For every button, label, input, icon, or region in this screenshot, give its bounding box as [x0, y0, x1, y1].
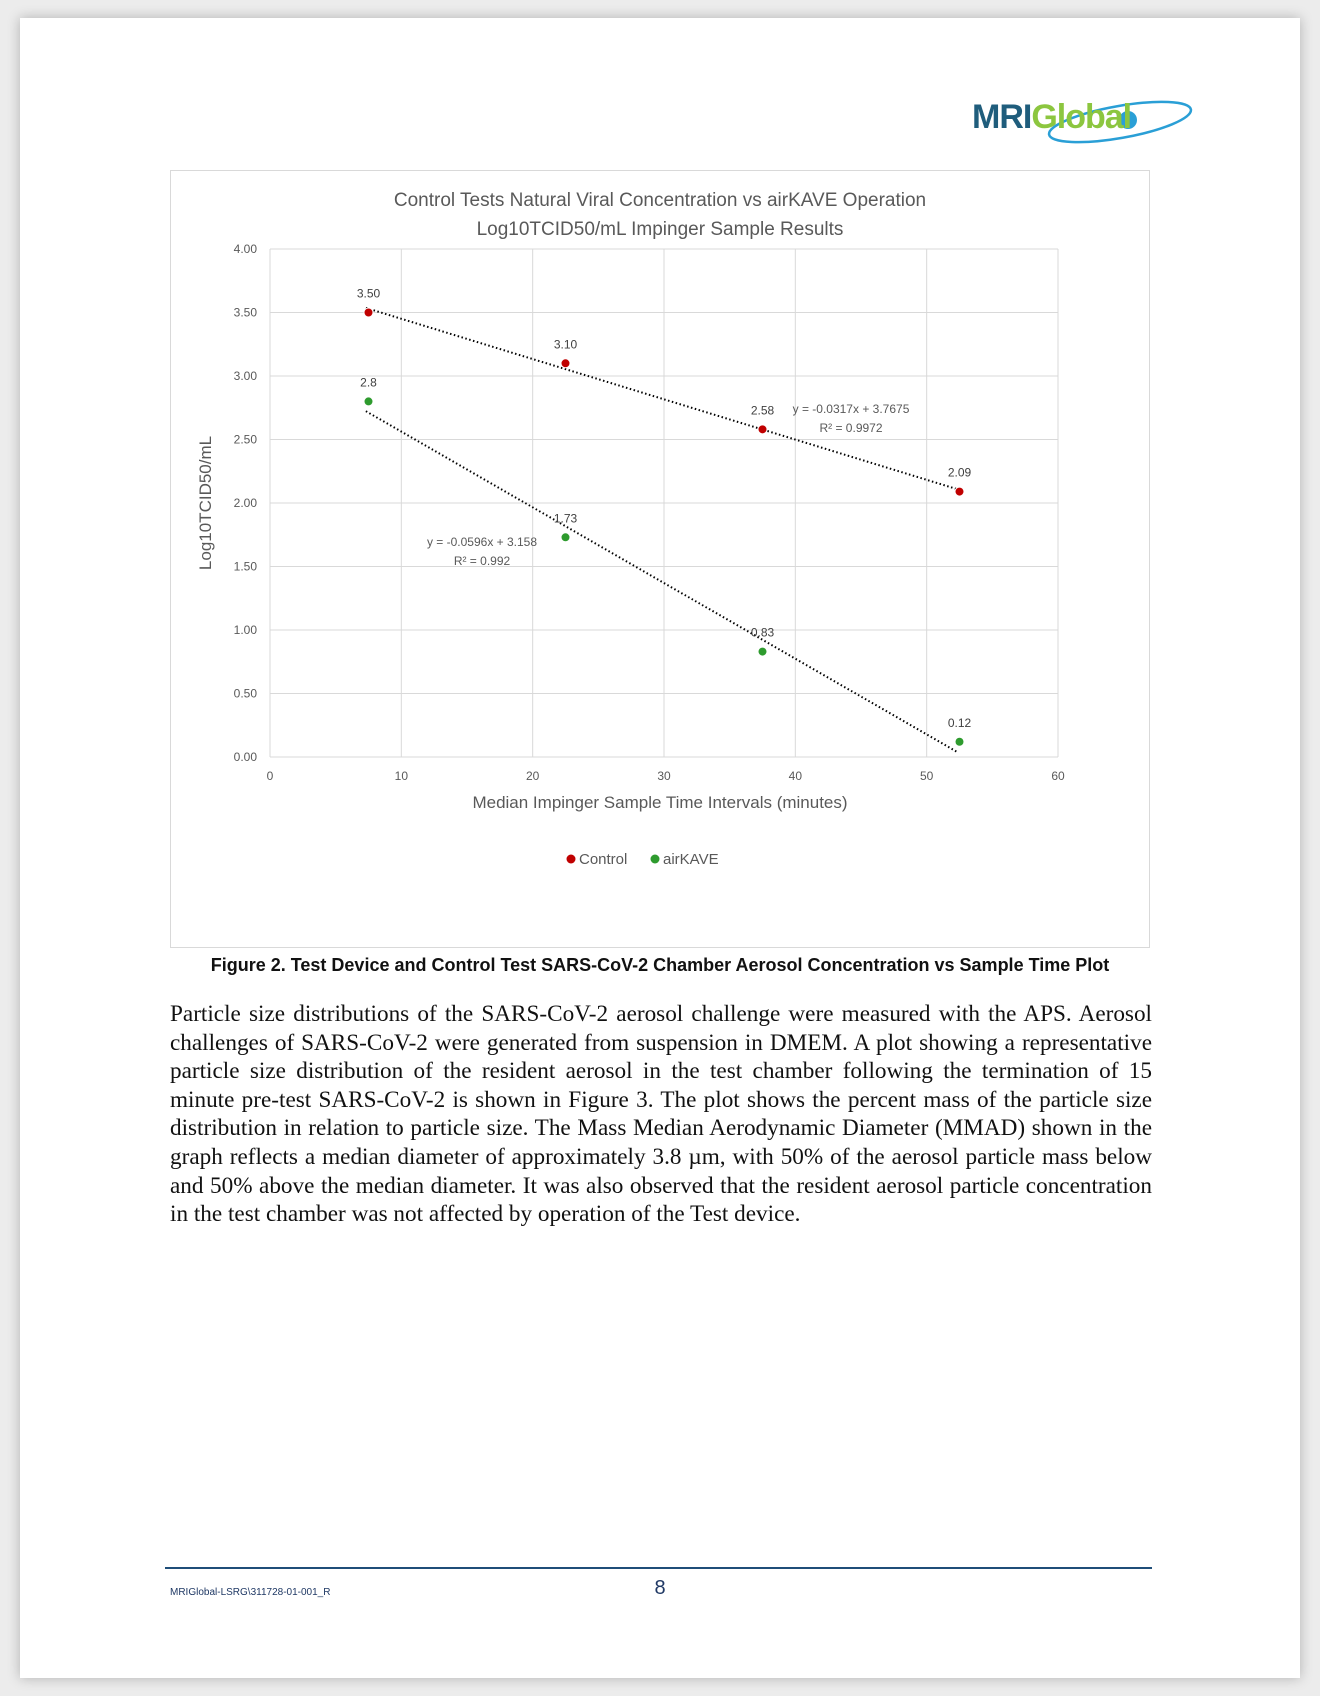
airkave-point — [561, 533, 570, 542]
chart-subtitle: Log10TCID50/mL Impinger Sample Results — [476, 219, 844, 240]
legend-airkave-label: airKAVE — [663, 851, 719, 868]
y-tick-label: 2.00 — [233, 496, 257, 510]
x-tick-label: 50 — [919, 769, 934, 783]
control-point — [758, 425, 767, 434]
airkave-data-label: 1.73 — [553, 511, 578, 526]
mriglobal-logo — [972, 92, 1212, 152]
figure-caption: Figure 2. Test Device and Control Test SARS-CoV-2 Chamber Aerosol Concentration vs Sample Time Plot — [210, 955, 1110, 975]
x-tick-label: 40 — [788, 769, 803, 783]
airkave-data-label: 0.83 — [750, 625, 775, 640]
control-point — [561, 359, 570, 368]
control-data-label: 2.58 — [750, 403, 775, 418]
x-tick-label: 30 — [657, 769, 671, 783]
y-tick-label: 3.50 — [233, 305, 257, 320]
y-tick-label: 1.50 — [233, 559, 257, 574]
airkave-point — [955, 737, 964, 746]
scatter-chart — [171, 171, 1149, 947]
logo-text: MRIGlobal — [972, 98, 1132, 136]
legend-control-label: Control — [579, 851, 628, 868]
x-tick-label: 10 — [394, 769, 409, 783]
y-tick-label: 2.50 — [233, 432, 257, 447]
control-point — [955, 487, 964, 496]
x-tick-label: 20 — [525, 769, 540, 783]
page-number: 8 — [654, 1577, 666, 1599]
airkave-point — [364, 397, 373, 406]
legend-airkave-marker — [651, 855, 660, 864]
trendline-airkave — [366, 411, 957, 752]
legend-control-marker — [567, 855, 576, 864]
footer-rule — [165, 1567, 1152, 1569]
control-trend-r2: R² = 0.9972 — [819, 421, 883, 435]
airkave-point — [758, 647, 767, 656]
trendline-control — [366, 308, 957, 489]
airkave-data-label: 2.8 — [360, 375, 377, 390]
control-data-label: 2.09 — [947, 465, 972, 480]
footer-doc-id: MRIGlobal-LSRG\311728-01-001_R — [170, 1587, 331, 1598]
y-axis-title: Log10TCID50/mL — [196, 435, 215, 571]
airkave-trend-equation: y = -0.0596x + 3.158 — [426, 535, 538, 549]
y-tick-label: 0.50 — [233, 686, 257, 701]
y-tick-label: 3.00 — [233, 369, 257, 383]
y-tick-label: 4.00 — [233, 242, 257, 256]
x-tick-label: 60 — [1051, 769, 1065, 783]
airkave-trend-r2: R² = 0.992 — [453, 554, 511, 568]
x-axis-title: Median Impinger Sample Time Intervals (minutes) — [472, 793, 848, 812]
control-point — [364, 308, 373, 317]
y-tick-label: 0.00 — [233, 750, 257, 764]
chart-frame — [170, 170, 1150, 948]
body-paragraph: Particle size distributions of the SARS-CoV-2 aerosol challenge were measured with the APS. Aerosol challenges of SARS-CoV-2 were generated from suspension in DMEM. A plot showing a representative particle size distribution of the resident aerosol in the test chamber following the termination of 15 minute pre-test SARS-CoV-2 is shown in Figure 3. The plot shows the percent mass of the particle size distribution in relation to particle size. The Mass Median Aerodynamic Diameter (MMAD) shown in the graph reflects a median diameter of approximately 3.8 µm, with 50% of the aerosol particle mass below and 50% above the median diameter. It was also observed that the resident aerosol particle concentration in the test chamber was not affected by operation of the Test device. — [170, 1001, 1152, 1228]
x-tick-label: 0 — [266, 769, 274, 783]
airkave-data-label: 0.12 — [947, 715, 972, 730]
control-data-label: 3.10 — [553, 337, 578, 352]
chart-title: Control Tests Natural Viral Concentration vs airKAVE Operation — [393, 190, 927, 211]
control-data-label: 3.50 — [356, 286, 381, 301]
y-tick-label: 1.00 — [233, 623, 257, 637]
control-trend-equation: y = -0.0317x + 3.7675 — [792, 402, 910, 416]
